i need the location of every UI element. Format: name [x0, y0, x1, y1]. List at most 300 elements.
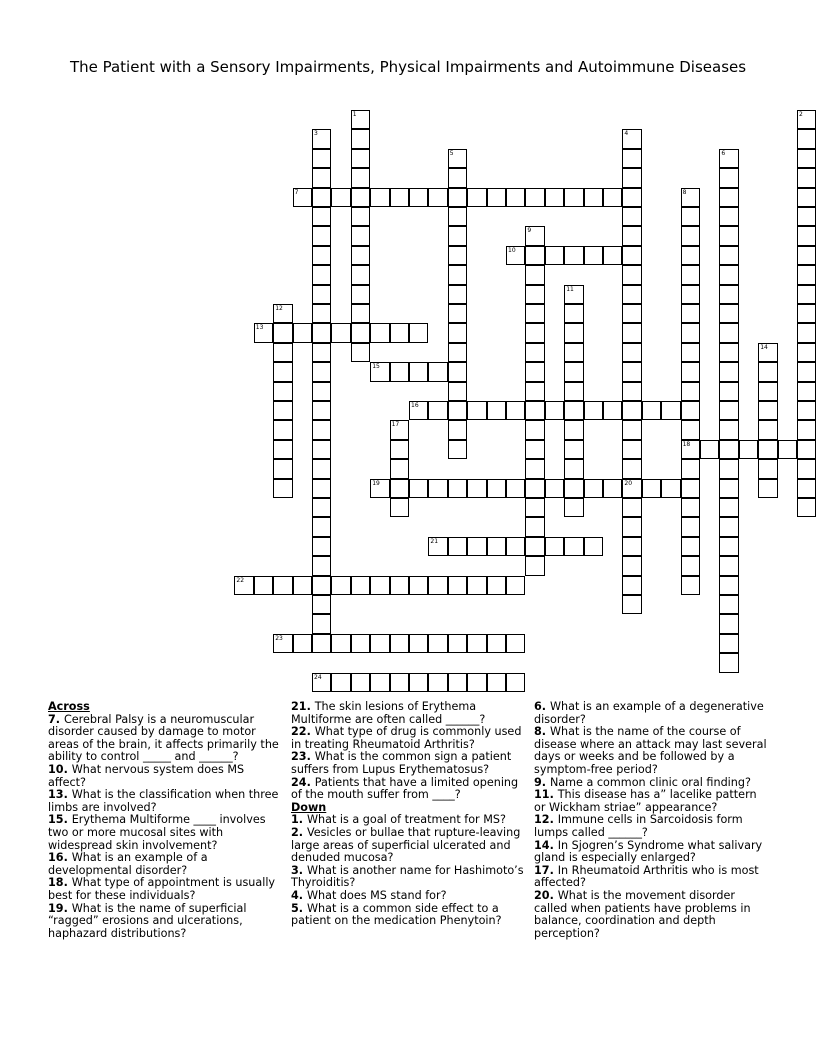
grid-cell[interactable] — [273, 440, 292, 459]
grid-cell[interactable] — [273, 382, 292, 401]
grid-cell[interactable] — [312, 498, 331, 517]
grid-cell[interactable] — [758, 362, 777, 381]
grid-cell[interactable] — [448, 382, 467, 401]
grid-cell[interactable] — [312, 595, 331, 614]
grid-cell[interactable] — [797, 440, 816, 459]
grid-cell[interactable] — [622, 382, 641, 401]
grid-cell[interactable] — [622, 207, 641, 226]
grid-cell[interactable] — [545, 537, 564, 556]
grid-cell[interactable] — [487, 401, 506, 420]
grid-cell[interactable] — [525, 537, 544, 556]
grid-cell[interactable] — [506, 537, 525, 556]
grid-cell[interactable] — [448, 537, 467, 556]
grid-cell[interactable] — [390, 323, 409, 342]
grid-cell[interactable] — [351, 265, 370, 284]
grid-cell[interactable] — [351, 149, 370, 168]
grid-cell[interactable] — [797, 168, 816, 187]
grid-cell[interactable] — [564, 498, 583, 517]
grid-cell[interactable] — [797, 246, 816, 265]
grid-cell[interactable] — [254, 576, 273, 595]
grid-cell[interactable] — [525, 226, 544, 245]
grid-cell[interactable] — [642, 401, 661, 420]
grid-cell[interactable] — [797, 304, 816, 323]
grid-cell[interactable] — [312, 304, 331, 323]
grid-cell[interactable] — [428, 634, 447, 653]
grid-cell[interactable] — [467, 634, 486, 653]
grid-cell[interactable] — [506, 576, 525, 595]
grid-cell[interactable] — [390, 576, 409, 595]
grid-cell[interactable] — [273, 401, 292, 420]
grid-cell[interactable] — [312, 149, 331, 168]
grid-cell[interactable] — [312, 382, 331, 401]
grid-cell[interactable] — [390, 498, 409, 517]
grid-cell[interactable] — [564, 382, 583, 401]
grid-cell[interactable] — [312, 634, 331, 653]
grid-cell[interactable] — [622, 556, 641, 575]
grid-cell[interactable] — [758, 343, 777, 362]
grid-cell[interactable] — [564, 440, 583, 459]
grid-cell[interactable] — [681, 188, 700, 207]
grid-cell[interactable] — [719, 207, 738, 226]
grid-cell[interactable] — [681, 479, 700, 498]
grid-cell[interactable] — [273, 634, 292, 653]
grid-cell[interactable] — [525, 382, 544, 401]
grid-cell[interactable] — [390, 634, 409, 653]
grid-cell[interactable] — [487, 673, 506, 692]
grid-cell[interactable] — [390, 459, 409, 478]
grid-cell[interactable] — [719, 188, 738, 207]
grid-cell[interactable] — [797, 343, 816, 362]
grid-cell[interactable] — [525, 459, 544, 478]
grid-cell[interactable] — [351, 343, 370, 362]
grid-cell[interactable] — [312, 517, 331, 536]
grid-cell[interactable] — [622, 188, 641, 207]
grid-cell[interactable] — [293, 576, 312, 595]
grid-cell[interactable] — [739, 440, 758, 459]
grid-cell[interactable] — [390, 673, 409, 692]
grid-cell[interactable] — [448, 285, 467, 304]
grid-cell[interactable] — [681, 382, 700, 401]
grid-cell[interactable] — [564, 304, 583, 323]
grid-cell[interactable] — [758, 479, 777, 498]
grid-cell[interactable] — [273, 304, 292, 323]
grid-cell[interactable] — [428, 401, 447, 420]
grid-cell[interactable] — [234, 576, 253, 595]
grid-cell[interactable] — [681, 537, 700, 556]
grid-cell[interactable] — [448, 226, 467, 245]
grid-cell[interactable] — [409, 188, 428, 207]
grid-cell[interactable] — [564, 479, 583, 498]
grid-cell[interactable] — [719, 459, 738, 478]
grid-cell[interactable] — [622, 226, 641, 245]
grid-cell[interactable] — [642, 479, 661, 498]
grid-cell[interactable] — [758, 459, 777, 478]
grid-cell[interactable] — [448, 168, 467, 187]
grid-cell[interactable] — [525, 498, 544, 517]
grid-cell[interactable] — [467, 537, 486, 556]
grid-cell[interactable] — [448, 634, 467, 653]
grid-cell[interactable] — [506, 673, 525, 692]
grid-cell[interactable] — [273, 479, 292, 498]
grid-cell[interactable] — [622, 420, 641, 439]
grid-cell[interactable] — [603, 246, 622, 265]
grid-cell[interactable] — [525, 440, 544, 459]
grid-cell[interactable] — [564, 537, 583, 556]
grid-cell[interactable] — [351, 129, 370, 148]
grid-cell[interactable] — [797, 459, 816, 478]
grid-cell[interactable] — [622, 362, 641, 381]
grid-cell[interactable] — [719, 226, 738, 245]
grid-cell[interactable] — [719, 362, 738, 381]
grid-cell[interactable] — [622, 149, 641, 168]
grid-cell[interactable] — [525, 362, 544, 381]
grid-cell[interactable] — [312, 401, 331, 420]
grid-cell[interactable] — [622, 440, 641, 459]
grid-cell[interactable] — [719, 323, 738, 342]
grid-cell[interactable] — [681, 420, 700, 439]
grid-cell[interactable] — [467, 479, 486, 498]
grid-cell[interactable] — [564, 459, 583, 478]
grid-cell[interactable] — [758, 401, 777, 420]
grid-cell[interactable] — [719, 401, 738, 420]
grid-cell[interactable] — [487, 634, 506, 653]
grid-cell[interactable] — [312, 226, 331, 245]
grid-cell[interactable] — [525, 343, 544, 362]
grid-cell[interactable] — [331, 634, 350, 653]
grid-cell[interactable] — [603, 479, 622, 498]
grid-cell[interactable] — [719, 595, 738, 614]
grid-cell[interactable] — [448, 265, 467, 284]
grid-cell[interactable] — [351, 673, 370, 692]
grid-cell[interactable] — [719, 168, 738, 187]
grid-cell[interactable] — [506, 188, 525, 207]
grid-cell[interactable] — [409, 634, 428, 653]
grid-cell[interactable] — [467, 673, 486, 692]
grid-cell[interactable] — [525, 556, 544, 575]
grid-cell[interactable] — [525, 479, 544, 498]
grid-cell[interactable] — [409, 479, 428, 498]
grid-cell[interactable] — [448, 401, 467, 420]
grid-cell[interactable] — [448, 440, 467, 459]
grid-cell[interactable] — [428, 576, 447, 595]
grid-cell[interactable] — [719, 498, 738, 517]
grid-cell[interactable] — [370, 673, 389, 692]
grid-cell[interactable] — [719, 343, 738, 362]
grid-cell[interactable] — [370, 634, 389, 653]
grid-cell[interactable] — [312, 362, 331, 381]
grid-cell[interactable] — [681, 207, 700, 226]
grid-cell[interactable] — [390, 362, 409, 381]
grid-cell[interactable] — [312, 323, 331, 342]
grid-cell[interactable] — [273, 459, 292, 478]
grid-cell[interactable] — [622, 576, 641, 595]
grid-cell[interactable] — [312, 576, 331, 595]
grid-cell[interactable] — [700, 440, 719, 459]
grid-cell[interactable] — [797, 401, 816, 420]
grid-cell[interactable] — [719, 653, 738, 672]
grid-cell[interactable] — [428, 479, 447, 498]
grid-cell[interactable] — [681, 362, 700, 381]
grid-cell[interactable] — [487, 537, 506, 556]
grid-cell[interactable] — [390, 440, 409, 459]
grid-cell[interactable] — [719, 304, 738, 323]
grid-cell[interactable] — [564, 362, 583, 381]
grid-cell[interactable] — [351, 576, 370, 595]
grid-cell[interactable] — [312, 168, 331, 187]
grid-cell[interactable] — [545, 479, 564, 498]
grid-cell[interactable] — [564, 323, 583, 342]
grid-cell[interactable] — [448, 479, 467, 498]
grid-cell[interactable] — [525, 285, 544, 304]
grid-cell[interactable] — [390, 420, 409, 439]
grid-cell[interactable] — [506, 479, 525, 498]
grid-cell[interactable] — [681, 401, 700, 420]
grid-cell[interactable] — [681, 265, 700, 284]
grid-cell[interactable] — [564, 401, 583, 420]
grid-cell[interactable] — [758, 420, 777, 439]
grid-cell[interactable] — [758, 382, 777, 401]
grid-cell[interactable] — [370, 362, 389, 381]
grid-cell[interactable] — [525, 246, 544, 265]
grid-cell[interactable] — [719, 149, 738, 168]
grid-cell[interactable] — [331, 188, 350, 207]
grid-cell[interactable] — [390, 188, 409, 207]
grid-cell[interactable] — [622, 246, 641, 265]
grid-cell[interactable] — [758, 440, 777, 459]
grid-cell[interactable] — [409, 401, 428, 420]
grid-cell[interactable] — [797, 110, 816, 129]
grid-cell[interactable] — [351, 304, 370, 323]
grid-cell[interactable] — [312, 537, 331, 556]
grid-cell[interactable] — [681, 440, 700, 459]
grid-cell[interactable] — [409, 323, 428, 342]
grid-cell[interactable] — [719, 382, 738, 401]
grid-cell[interactable] — [661, 401, 680, 420]
grid-cell[interactable] — [681, 285, 700, 304]
grid-cell[interactable] — [622, 517, 641, 536]
grid-cell[interactable] — [797, 479, 816, 498]
grid-cell[interactable] — [603, 188, 622, 207]
grid-cell[interactable] — [797, 226, 816, 245]
grid-cell[interactable] — [293, 188, 312, 207]
grid-cell[interactable] — [506, 401, 525, 420]
grid-cell[interactable] — [681, 459, 700, 478]
grid-cell[interactable] — [525, 323, 544, 342]
grid-cell[interactable] — [564, 285, 583, 304]
grid-cell[interactable] — [681, 556, 700, 575]
grid-cell[interactable] — [428, 673, 447, 692]
grid-cell[interactable] — [448, 362, 467, 381]
grid-cell[interactable] — [545, 401, 564, 420]
grid-cell[interactable] — [603, 401, 622, 420]
grid-cell[interactable] — [312, 420, 331, 439]
grid-cell[interactable] — [467, 188, 486, 207]
grid-cell[interactable] — [312, 246, 331, 265]
grid-cell[interactable] — [351, 246, 370, 265]
grid-cell[interactable] — [467, 576, 486, 595]
grid-cell[interactable] — [622, 537, 641, 556]
grid-cell[interactable] — [448, 323, 467, 342]
grid-cell[interactable] — [564, 188, 583, 207]
grid-cell[interactable] — [681, 226, 700, 245]
grid-cell[interactable] — [273, 343, 292, 362]
grid-cell[interactable] — [797, 323, 816, 342]
grid-cell[interactable] — [448, 420, 467, 439]
grid-cell[interactable] — [622, 595, 641, 614]
grid-cell[interactable] — [448, 207, 467, 226]
grid-cell[interactable] — [797, 382, 816, 401]
grid-cell[interactable] — [681, 246, 700, 265]
grid-cell[interactable] — [448, 246, 467, 265]
grid-cell[interactable] — [351, 285, 370, 304]
grid-cell[interactable] — [370, 479, 389, 498]
grid-cell[interactable] — [351, 168, 370, 187]
grid-cell[interactable] — [719, 479, 738, 498]
grid-cell[interactable] — [719, 265, 738, 284]
grid-cell[interactable] — [525, 420, 544, 439]
grid-cell[interactable] — [351, 323, 370, 342]
grid-cell[interactable] — [681, 576, 700, 595]
grid-cell[interactable] — [506, 246, 525, 265]
grid-cell[interactable] — [564, 343, 583, 362]
grid-cell[interactable] — [467, 401, 486, 420]
grid-cell[interactable] — [428, 362, 447, 381]
grid-cell[interactable] — [584, 246, 603, 265]
grid-cell[interactable] — [273, 576, 292, 595]
grid-cell[interactable] — [545, 246, 564, 265]
grid-cell[interactable] — [797, 362, 816, 381]
grid-cell[interactable] — [487, 576, 506, 595]
grid-cell[interactable] — [312, 673, 331, 692]
grid-cell[interactable] — [797, 498, 816, 517]
grid-cell[interactable] — [525, 517, 544, 536]
grid-cell[interactable] — [351, 634, 370, 653]
grid-cell[interactable] — [331, 323, 350, 342]
grid-cell[interactable] — [719, 537, 738, 556]
grid-cell[interactable] — [778, 440, 797, 459]
grid-cell[interactable] — [797, 207, 816, 226]
grid-cell[interactable] — [525, 188, 544, 207]
grid-cell[interactable] — [312, 188, 331, 207]
grid-cell[interactable] — [312, 285, 331, 304]
grid-cell[interactable] — [719, 285, 738, 304]
grid-cell[interactable] — [622, 285, 641, 304]
grid-cell[interactable] — [390, 479, 409, 498]
grid-cell[interactable] — [622, 265, 641, 284]
grid-cell[interactable] — [312, 459, 331, 478]
grid-cell[interactable] — [448, 149, 467, 168]
grid-cell[interactable] — [331, 576, 350, 595]
grid-cell[interactable] — [487, 188, 506, 207]
grid-cell[interactable] — [351, 226, 370, 245]
grid-cell[interactable] — [351, 207, 370, 226]
grid-cell[interactable] — [312, 440, 331, 459]
grid-cell[interactable] — [584, 188, 603, 207]
grid-cell[interactable] — [351, 110, 370, 129]
grid-cell[interactable] — [719, 556, 738, 575]
grid-cell[interactable] — [681, 323, 700, 342]
grid-cell[interactable] — [312, 479, 331, 498]
grid-cell[interactable] — [622, 129, 641, 148]
grid-cell[interactable] — [448, 304, 467, 323]
grid-cell[interactable] — [448, 673, 467, 692]
grid-cell[interactable] — [312, 556, 331, 575]
grid-cell[interactable] — [797, 188, 816, 207]
grid-cell[interactable] — [797, 420, 816, 439]
grid-cell[interactable] — [719, 420, 738, 439]
grid-cell[interactable] — [487, 479, 506, 498]
grid-cell[interactable] — [622, 479, 641, 498]
grid-cell[interactable] — [428, 188, 447, 207]
grid-cell[interactable] — [681, 517, 700, 536]
grid-cell[interactable] — [312, 265, 331, 284]
grid-cell[interactable] — [312, 129, 331, 148]
grid-cell[interactable] — [661, 479, 680, 498]
grid-cell[interactable] — [622, 323, 641, 342]
grid-cell[interactable] — [622, 459, 641, 478]
grid-cell[interactable] — [797, 129, 816, 148]
grid-cell[interactable] — [681, 304, 700, 323]
grid-cell[interactable] — [719, 576, 738, 595]
grid-cell[interactable] — [564, 246, 583, 265]
grid-cell[interactable] — [448, 576, 467, 595]
grid-cell[interactable] — [622, 168, 641, 187]
grid-cell[interactable] — [293, 323, 312, 342]
grid-cell[interactable] — [525, 401, 544, 420]
grid-cell[interactable] — [525, 265, 544, 284]
grid-cell[interactable] — [719, 246, 738, 265]
grid-cell[interactable] — [564, 420, 583, 439]
grid-cell[interactable] — [584, 537, 603, 556]
grid-cell[interactable] — [622, 498, 641, 517]
grid-cell[interactable] — [370, 188, 389, 207]
grid-cell[interactable] — [719, 614, 738, 633]
grid-cell[interactable] — [409, 673, 428, 692]
grid-cell[interactable] — [545, 188, 564, 207]
grid-cell[interactable] — [622, 343, 641, 362]
grid-cell[interactable] — [622, 304, 641, 323]
grid-cell[interactable] — [331, 673, 350, 692]
grid-cell[interactable] — [719, 517, 738, 536]
grid-cell[interactable] — [719, 440, 738, 459]
grid-cell[interactable] — [370, 576, 389, 595]
grid-cell[interactable] — [797, 149, 816, 168]
grid-cell[interactable] — [681, 343, 700, 362]
grid-cell[interactable] — [719, 634, 738, 653]
grid-cell[interactable] — [409, 576, 428, 595]
grid-cell[interactable] — [797, 285, 816, 304]
grid-cell[interactable] — [370, 323, 389, 342]
grid-cell[interactable] — [681, 498, 700, 517]
grid-cell[interactable] — [622, 401, 641, 420]
grid-cell[interactable] — [448, 188, 467, 207]
grid-cell[interactable] — [584, 479, 603, 498]
grid-cell[interactable] — [584, 401, 603, 420]
grid-cell[interactable] — [351, 188, 370, 207]
grid-cell[interactable] — [525, 304, 544, 323]
grid-cell[interactable] — [293, 634, 312, 653]
grid-cell[interactable] — [312, 207, 331, 226]
grid-cell[interactable] — [312, 614, 331, 633]
grid-cell[interactable] — [409, 362, 428, 381]
grid-cell[interactable] — [254, 323, 273, 342]
grid-cell[interactable] — [273, 362, 292, 381]
grid-cell[interactable] — [273, 420, 292, 439]
grid-cell[interactable] — [448, 343, 467, 362]
grid-cell[interactable] — [273, 323, 292, 342]
grid-cell[interactable] — [506, 634, 525, 653]
grid-cell[interactable] — [428, 537, 447, 556]
